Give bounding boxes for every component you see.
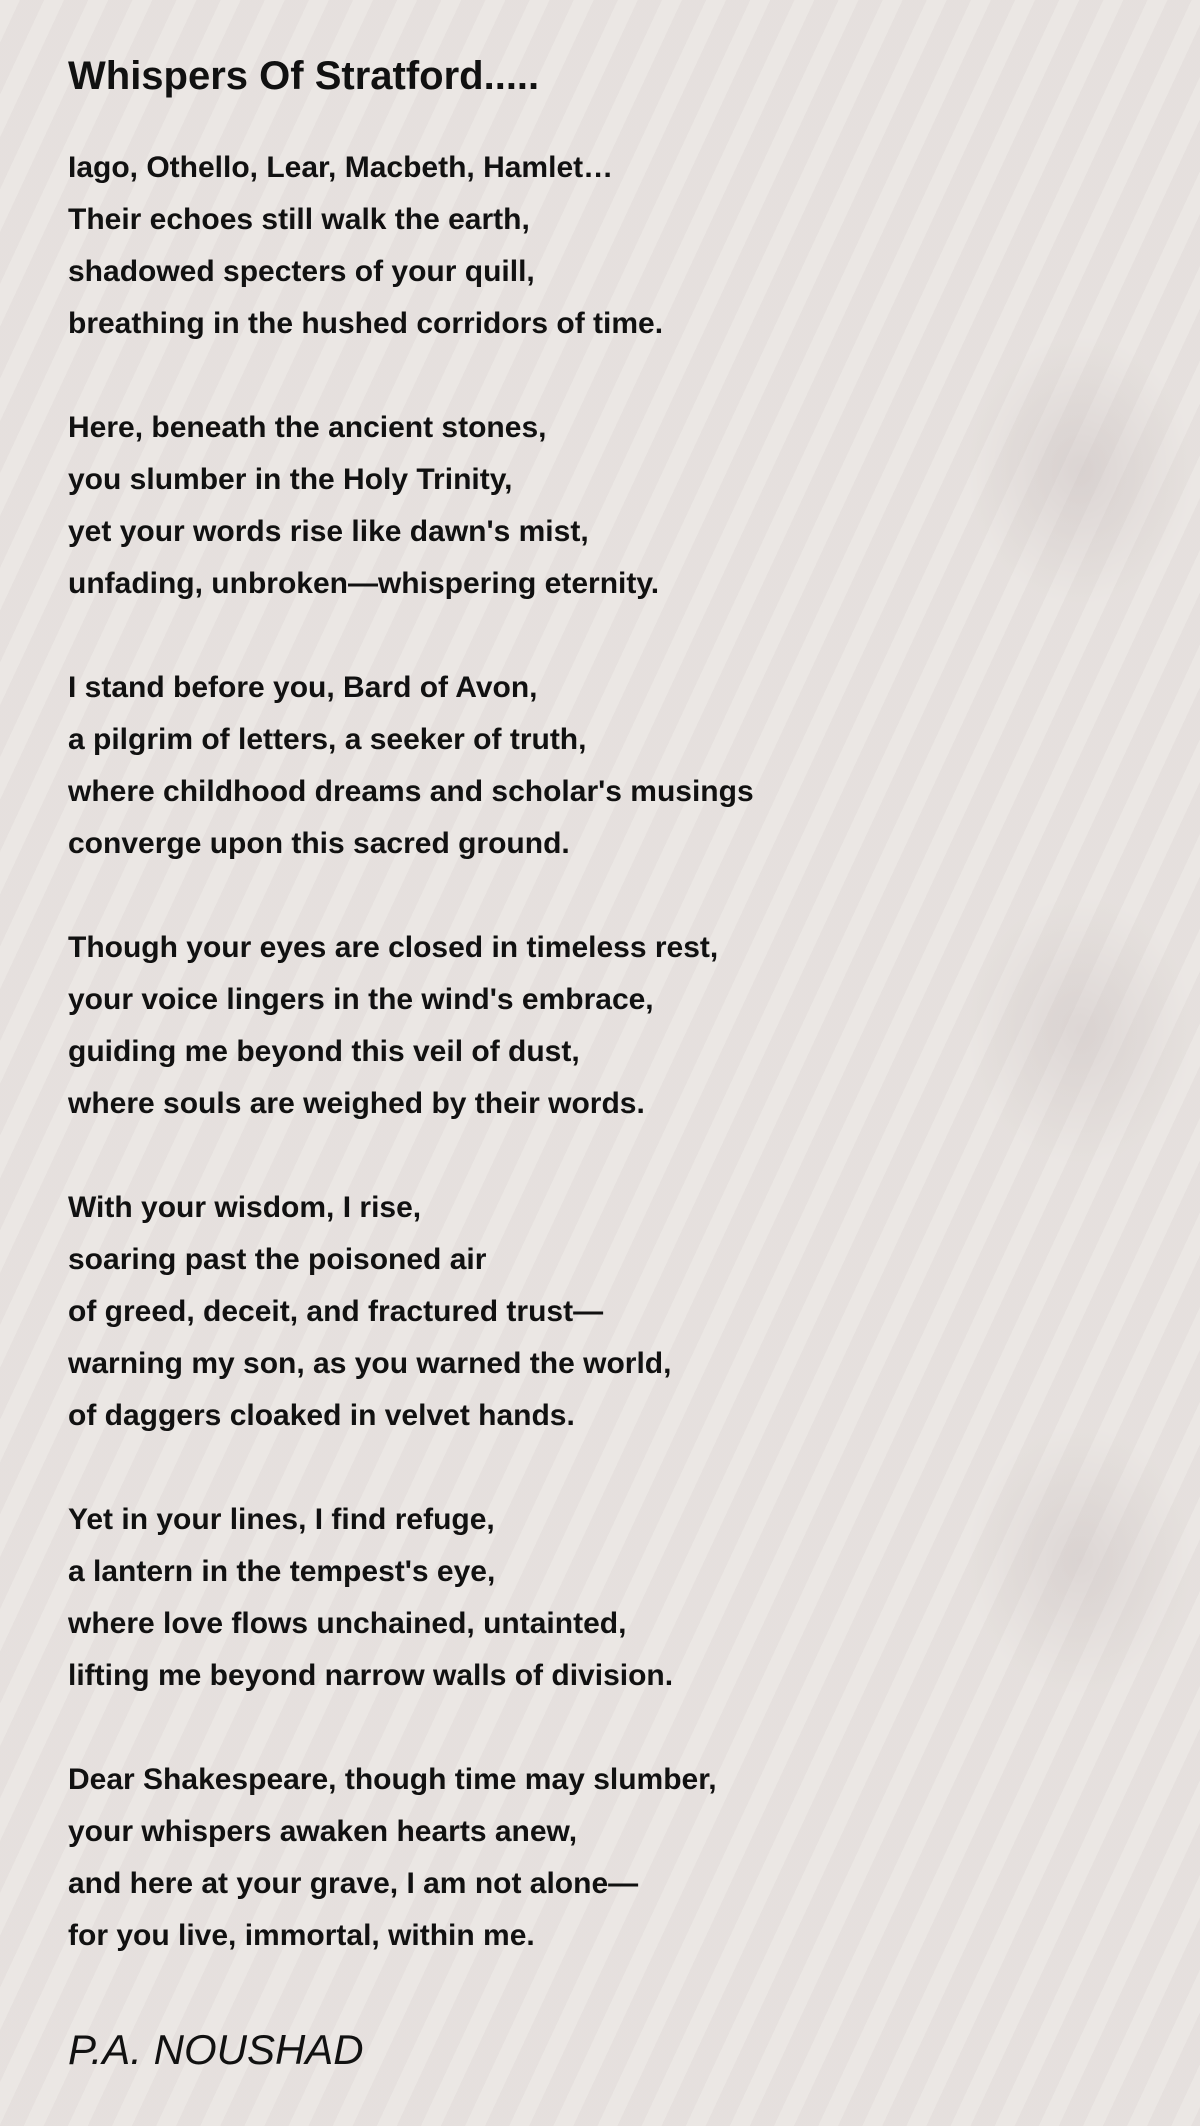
poem-line: unfading, unbroken—whispering eternity. bbox=[68, 567, 660, 600]
poem-author: P.A. NOUSHAD bbox=[68, 2026, 364, 2073]
poem-line: Here, beneath the ancient stones, bbox=[68, 411, 547, 444]
stanza-5 bbox=[68, 1182, 1148, 1442]
poem-title: Whispers Of Stratford..... bbox=[68, 54, 540, 98]
poem-line: guiding me beyond this veil of dust, bbox=[68, 1035, 580, 1068]
poem-line: Iago, Othello, Lear, Macbeth, Hamlet… bbox=[68, 151, 614, 184]
poem-line: for you live, immortal, within me. bbox=[68, 1919, 535, 1952]
poem-line: With your wisdom, I rise, bbox=[68, 1191, 422, 1224]
poem-line: you slumber in the Holy Trinity, bbox=[68, 463, 513, 496]
poem-line: Yet in your lines, I find refuge, bbox=[68, 1503, 495, 1536]
poem-line: where childhood dreams and scholar's musings bbox=[68, 775, 754, 808]
poem-line: your whispers awaken hearts anew, bbox=[68, 1815, 578, 1848]
poem-line: warning my son, as you warned the world, bbox=[68, 1347, 672, 1380]
stanza-3 bbox=[68, 662, 1148, 870]
poem-line: Though your eyes are closed in timeless rest, bbox=[68, 931, 719, 964]
poem-line: breathing in the hushed corridors of time. bbox=[68, 307, 664, 340]
poem-line: a lantern in the tempest's eye, bbox=[68, 1555, 496, 1588]
poem-line: I stand before you, Bard of Avon, bbox=[68, 671, 538, 704]
stanza-6 bbox=[68, 1494, 1148, 1702]
poem-line: a pilgrim of letters, a seeker of truth, bbox=[68, 723, 587, 756]
poem-line: Their echoes still walk the earth, bbox=[68, 203, 530, 236]
poem-line: of daggers cloaked in velvet hands. bbox=[68, 1399, 575, 1432]
poem-line: where souls are weighed by their words. bbox=[68, 1087, 645, 1120]
stanza-2 bbox=[68, 402, 1148, 610]
poem-line: converge upon this sacred ground. bbox=[68, 827, 570, 860]
stanza-1 bbox=[68, 142, 1148, 350]
stanza-4 bbox=[68, 922, 1148, 1130]
poem-line: yet your words rise like dawn's mist, bbox=[68, 515, 589, 548]
poem-line: where love flows unchained, untainted, bbox=[68, 1607, 627, 1640]
poem-container bbox=[68, 50, 1148, 2014]
poem-line: Dear Shakespeare, though time may slumber, bbox=[68, 1763, 717, 1796]
poem-line: shadowed specters of your quill, bbox=[68, 255, 535, 288]
poem-line: of greed, deceit, and fractured trust— bbox=[68, 1295, 604, 1328]
poem-line: your voice lingers in the wind's embrace, bbox=[68, 983, 654, 1016]
poem-line: lifting me beyond narrow walls of division. bbox=[68, 1659, 674, 1692]
poem-line: and here at your grave, I am not alone— bbox=[68, 1867, 639, 1900]
poem-line: soaring past the poisoned air bbox=[68, 1243, 487, 1276]
stanza-7 bbox=[68, 1754, 1148, 1962]
